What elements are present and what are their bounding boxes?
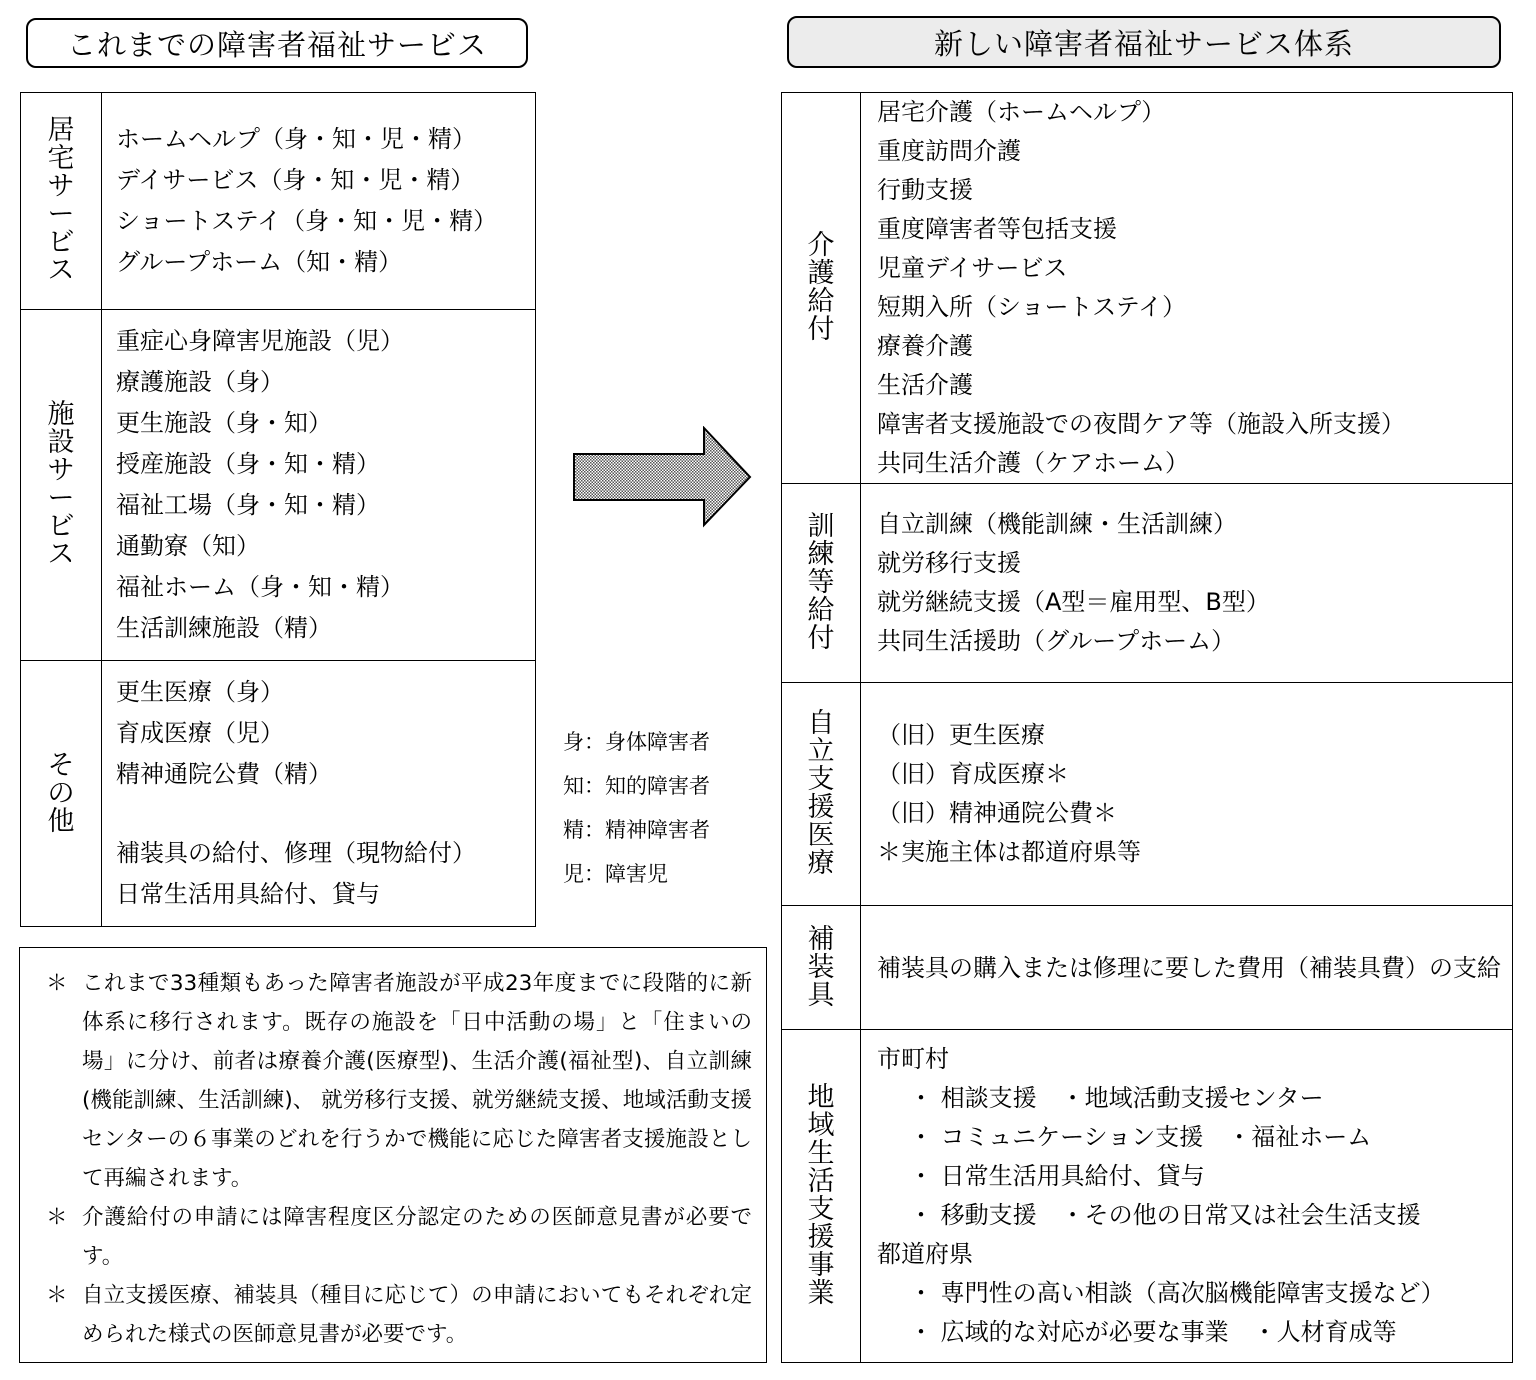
asterisk-mark: ＊ bbox=[46, 1205, 68, 1230]
list-item: 就労移行支援 bbox=[877, 549, 1021, 577]
old-row-home bbox=[21, 93, 536, 310]
list-item: （旧）更生医療 bbox=[877, 721, 1045, 749]
list-item: 授産施設（身・知・精） bbox=[116, 450, 380, 478]
new-row-community bbox=[782, 1030, 1513, 1363]
list-item: ・ 日常生活用具給付、貸与 bbox=[909, 1162, 1205, 1190]
list-item: 重度訪問介護 bbox=[877, 137, 1021, 165]
item-list bbox=[861, 906, 1513, 1030]
list-item: 療護施設（身） bbox=[116, 368, 284, 396]
list-item: 就労継続支援（A型＝雇用型、B型） bbox=[877, 588, 1270, 616]
new-services-table bbox=[781, 92, 1513, 1363]
list-item: グループホーム（知・精） bbox=[116, 248, 403, 276]
category-label: 地域生活支援事業 bbox=[782, 1030, 861, 1363]
new-system-title: 新しい障害者福祉サービス体系 bbox=[787, 16, 1501, 68]
list-item: 精神通院公費（精） bbox=[116, 760, 332, 788]
old-row-facility bbox=[21, 310, 536, 661]
old-system-title: これまでの障害者福祉サービス bbox=[26, 18, 528, 68]
category-label: 施設サービス bbox=[21, 310, 102, 661]
list-item: 更生医療（身） bbox=[116, 678, 284, 706]
list-item: 児童デイサービス bbox=[877, 254, 1068, 282]
list-item: 重度障害者等包括支援 bbox=[877, 215, 1117, 243]
note bbox=[46, 964, 752, 1198]
legend-item: 身：身体障害者 bbox=[563, 730, 710, 754]
new-row-medical bbox=[782, 683, 1513, 906]
item-list bbox=[861, 683, 1513, 906]
list-item: デイサービス（身・知・児・精） bbox=[116, 166, 475, 194]
category-label: 自立支援医療 bbox=[782, 683, 861, 906]
old-services-table bbox=[20, 92, 536, 927]
item-list bbox=[102, 661, 536, 927]
list-item: 共同生活援助（グループホーム） bbox=[877, 627, 1236, 655]
list-item: 通勤寮（知） bbox=[116, 532, 260, 560]
list-item: 共同生活介護（ケアホーム） bbox=[877, 449, 1189, 477]
list-item: （旧）育成医療＊ bbox=[877, 760, 1069, 788]
list-item: 福祉ホーム（身・知・精） bbox=[116, 573, 404, 601]
list-item: 療養介護 bbox=[877, 332, 973, 360]
item-list bbox=[861, 484, 1513, 683]
category-label: 介護給付 bbox=[782, 93, 861, 484]
asterisk-mark: ＊ bbox=[46, 1283, 68, 1308]
category-label: 補装具 bbox=[782, 906, 861, 1030]
list-item: 短期入所（ショートステイ） bbox=[877, 293, 1187, 321]
list-item: 居宅介護（ホームヘルプ） bbox=[877, 98, 1166, 126]
list-item: 自立訓練（機能訓練・生活訓練） bbox=[877, 510, 1237, 538]
note-text: 自立支援医療、補装具（種目に応じて）の申請においてもそれぞれ定められた様式の医師意見書が必要です。 bbox=[82, 1283, 752, 1347]
legend-item: 児：障害児 bbox=[563, 862, 668, 886]
list-item: 生活訓練施設（精） bbox=[116, 614, 332, 642]
notes-box bbox=[19, 947, 767, 1363]
list-item: 更生施設（身・知） bbox=[116, 409, 332, 437]
item-list bbox=[102, 310, 536, 661]
list-item: 障害者支援施設での夜間ケア等（施設入所支援） bbox=[877, 410, 1405, 438]
list-item: 補装具の購入または修理に要した費用（補装具費）の支給 bbox=[877, 953, 1501, 982]
list-item: ショートステイ（身・知・児・精） bbox=[116, 207, 498, 235]
list-item: 育成医療（児） bbox=[116, 719, 284, 747]
item-list bbox=[102, 93, 536, 310]
transition-arrow-icon bbox=[572, 426, 754, 528]
new-row-care bbox=[782, 93, 1513, 484]
list-item: 重症心身障害児施設（児） bbox=[116, 327, 404, 355]
note bbox=[46, 1198, 752, 1276]
category-label: 訓練等給付 bbox=[782, 484, 861, 683]
list-item: 行動支援 bbox=[877, 176, 973, 204]
note bbox=[46, 1276, 752, 1354]
item-list bbox=[861, 93, 1513, 484]
list-item: （旧）精神通院公費＊ bbox=[877, 799, 1117, 827]
list-item: ＊実施主体は都道府県等 bbox=[877, 838, 1141, 866]
list-item: ・ 移動支援 ・その他の日常又は社会生活支援 bbox=[909, 1201, 1421, 1229]
abbreviation-legend bbox=[563, 720, 710, 896]
list-item: 日常生活用具給付、貸与 bbox=[116, 880, 380, 908]
legend-item: 精：精神障害者 bbox=[563, 818, 710, 842]
list-item: ・ コミュニケーション支援 ・福祉ホーム bbox=[909, 1123, 1372, 1151]
list-item: ホームヘルプ（身・知・児・精） bbox=[116, 125, 476, 153]
note-text: 介護給付の申請には障害程度区分認定のための医師意見書が必要です。 bbox=[82, 1205, 752, 1269]
new-row-devices bbox=[782, 906, 1513, 1030]
asterisk-mark: ＊ bbox=[46, 971, 68, 996]
list-heading: 市町村 bbox=[877, 1045, 949, 1073]
category-label: 居宅サービス bbox=[21, 93, 102, 310]
list-heading: 都道府県 bbox=[877, 1240, 973, 1268]
new-row-training bbox=[782, 484, 1513, 683]
item-list bbox=[861, 1030, 1513, 1363]
spacer bbox=[116, 795, 535, 833]
list-item: 生活介護 bbox=[877, 371, 973, 399]
note-text: これまで33種類もあった障害者施設が平成23年度までに段階的に新体系に移行されます。既存の施設を「日中活動の場」と「住まいの場」に分け、前者は療養介護(医療型)、生活介護(福祉型)、自立訓練(機能訓練、生活訓練)、 就労移行支援、就労継続支援、地域活動支援センターの６事業のどれを行うかで機能に応じた障害者支援施設として再編されます。 bbox=[82, 971, 752, 1191]
list-item: ・ 相談支援 ・地域活動支援センター bbox=[909, 1084, 1324, 1112]
list-item: ・ 専門性の高い相談（高次脳機能障害支援など） bbox=[909, 1279, 1445, 1307]
list-item: 福祉工場（身・知・精） bbox=[116, 491, 380, 519]
old-row-other bbox=[21, 661, 536, 927]
category-label: その他 bbox=[21, 661, 102, 927]
legend-item: 知：知的障害者 bbox=[563, 774, 710, 798]
list-item: ・ 広域的な対応が必要な事業 ・人材育成等 bbox=[909, 1318, 1397, 1346]
list-item: 補装具の給付、修理（現物給付） bbox=[116, 839, 476, 867]
